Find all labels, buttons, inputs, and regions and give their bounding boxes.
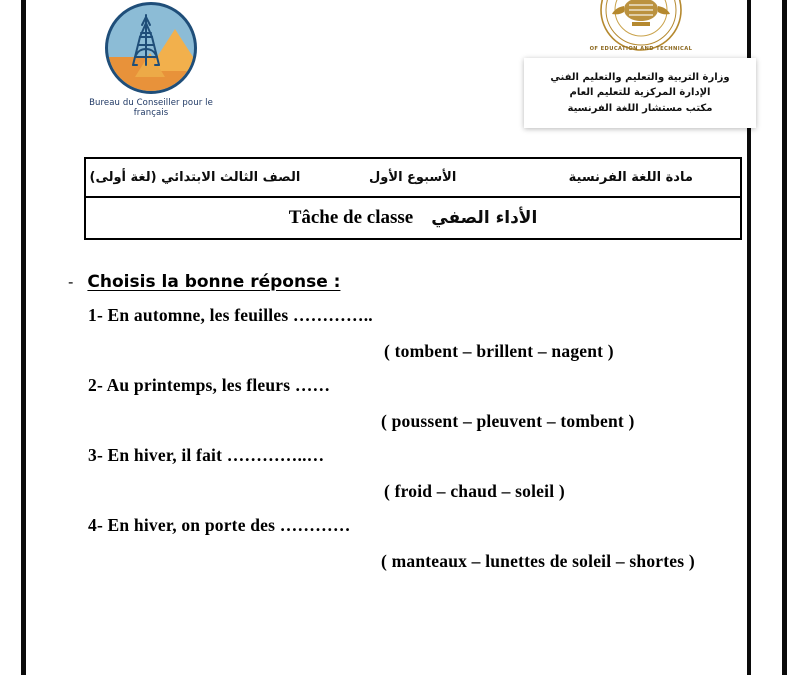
ministry-line-3: مكتب مستشار اللغة الفرنسية — [567, 102, 713, 114]
ministry-line-2: الإدارة المركزية للتعليم العام — [569, 87, 711, 99]
question-choices-4: ( manteaux – lunettes de soleil – shortes ) — [381, 551, 695, 571]
question-prompt-3: 3- En hiver, il fait …………..… — [88, 445, 325, 465]
info-table-row-1 — [86, 159, 740, 198]
french-bureau-logo — [71, 2, 231, 118]
instruction-row — [26, 272, 747, 292]
french-bureau-logo-caption: Bureau du Conseiller pour le français — [89, 98, 213, 118]
scan-edge-band-right-outer — [782, 0, 787, 675]
eiffel-tower-and-pyramids-emblem-icon — [105, 2, 197, 94]
task-title-arabic: الأداء الصفي — [431, 208, 538, 228]
grade-cell: الصف الثالث الابتدائي (لغة أولى) — [89, 170, 301, 185]
question-block-2 — [26, 375, 747, 432]
question-choices-3: ( froid – chaud – soleil ) — [384, 481, 565, 501]
question-prompt-4: 4- En hiver, on porte des ………… — [88, 515, 351, 535]
egypt-ministry-eagle-emblem-icon — [589, 0, 693, 58]
subject-cell: مادة اللغة الفرنسية — [568, 170, 693, 185]
question-block-1 — [26, 305, 747, 362]
task-title-french: Tâche de classe — [288, 207, 414, 228]
question-block-3 — [26, 445, 747, 502]
instruction-heading: Choisis la bonne réponse : — [87, 272, 341, 292]
question-choices-2: ( poussent – pleuvent – tombent ) — [381, 411, 635, 431]
exercise-section — [26, 272, 747, 572]
question-prompt-2: 2- Au printemps, les fleurs …… — [88, 375, 331, 395]
document-info-table — [84, 157, 742, 240]
question-block-4 — [26, 515, 747, 572]
question-prompt-1: 1- En automne, les feuilles ………….. — [88, 305, 373, 325]
bullet-dash: - — [68, 273, 74, 291]
question-choices-1: ( tombent – brillent – nagent ) — [384, 341, 614, 361]
ministry-name-box — [524, 58, 756, 128]
paper-sheet — [26, 0, 747, 675]
egypt-ministry-logo — [586, 0, 696, 63]
ministry-line-1: وزارة التربية والتعليم والتعليم الفني — [550, 71, 730, 83]
eiffel-tower-icon — [124, 13, 168, 77]
info-table-row-2 — [86, 198, 740, 238]
svg-text:OF EDUCATION AND TECHNICAL: OF EDUCATION AND TECHNICAL — [589, 46, 693, 52]
week-cell: الأسبوع الأول — [369, 170, 457, 185]
